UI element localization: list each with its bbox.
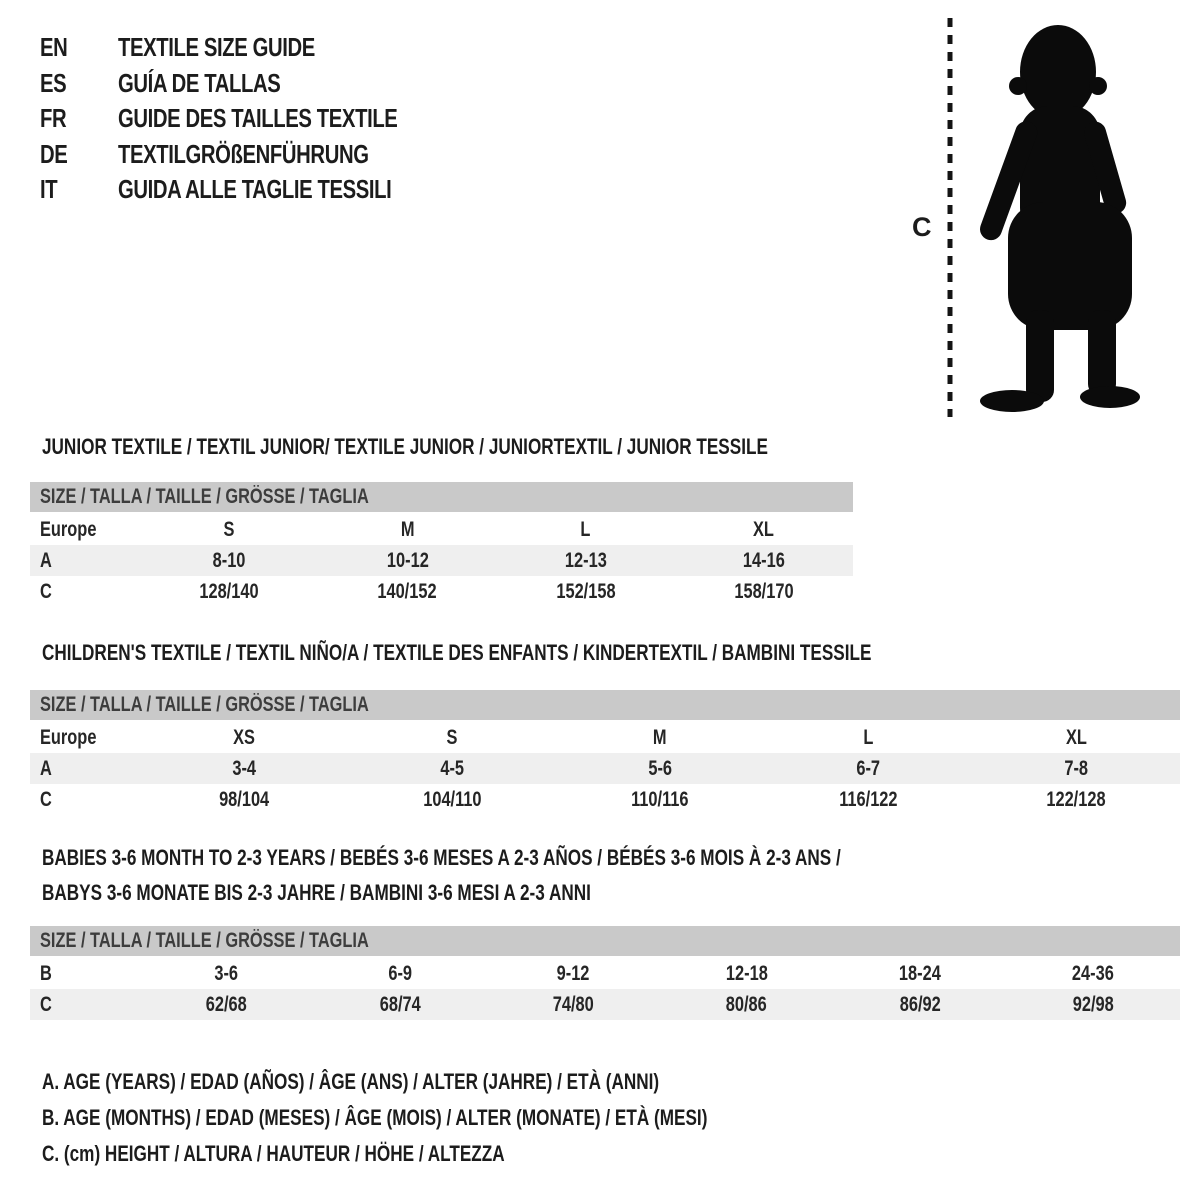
row-label-cell (30, 757, 140, 781)
cell-value: 116/122 (838, 787, 898, 811)
height-figure (900, 10, 1162, 430)
size-cell (140, 518, 318, 542)
height-cell (660, 993, 833, 1017)
cell-value: L (862, 725, 873, 749)
cell-value: 4-5 (440, 756, 464, 780)
language-row-fr (40, 101, 476, 137)
language-row-en (40, 30, 476, 66)
guide-title-es: GUÍA DE TALLAS (118, 67, 281, 98)
cell-value: 98/104 (218, 787, 270, 811)
height-measure-label: C (912, 212, 932, 242)
table-row-europe (30, 514, 853, 545)
table-row-months (30, 958, 1180, 989)
cell-value: 128/140 (199, 579, 259, 603)
months-cell (140, 962, 313, 986)
language-code: EN (40, 32, 68, 63)
table-row-height (30, 989, 1180, 1020)
language-title-list (40, 30, 476, 208)
cell-value: 12-13 (564, 548, 607, 572)
months-cell (487, 962, 660, 986)
legend-line-b: B. AGE (MONTHS) / EDAD (MESES) / ÂGE (MOIS) / ALTER (MONATE) / ETÀ (MESI) (42, 1105, 708, 1130)
row-label-cell (30, 788, 140, 812)
months-cell (833, 962, 1006, 986)
cell-value: 12-18 (725, 961, 768, 985)
height-cell (497, 580, 675, 604)
size-cell (764, 726, 972, 750)
guide-title-it: GUIDA ALLE TAGLIE TESSILI (118, 174, 392, 205)
cell-value: 122/128 (1046, 787, 1106, 811)
babies-title-line1: BABIES 3-6 MONTH TO 2-3 YEARS / BEBÉS 3-6 MESES A 2-3 AÑOS / BÉBÉS 3-6 MOIS À 2-3 ANS / (42, 845, 841, 870)
junior-size-table (30, 482, 853, 607)
language-code: IT (40, 174, 58, 205)
row-label-cell (30, 726, 140, 750)
cell-value: 62/68 (206, 992, 248, 1016)
height-cell (348, 788, 556, 812)
cell-value: 14-16 (742, 548, 785, 572)
cell-value: XS (233, 725, 255, 749)
cell-value: 3-6 (214, 961, 239, 985)
height-cell (487, 993, 660, 1017)
cell-value: 86/92 (899, 992, 941, 1016)
row-label: Europe (40, 725, 97, 749)
toddler-silhouette-icon (900, 10, 1162, 430)
height-cell (833, 993, 1006, 1017)
row-label: C (40, 787, 52, 811)
cell-value: S (223, 517, 235, 541)
cell-value: 24-36 (1072, 961, 1115, 985)
cell-value: 80/86 (726, 992, 768, 1016)
cell-value: 3-4 (232, 756, 256, 780)
guide-title-de: TEXTILGRÖßENFÜHRUNG (118, 138, 369, 169)
row-label-cell (30, 549, 140, 573)
cell-value: 92/98 (1072, 992, 1114, 1016)
cell-value: 68/74 (379, 992, 421, 1016)
language-code: FR (40, 103, 67, 134)
cell-value: 140/152 (377, 579, 437, 603)
cell-value: 152/158 (556, 579, 616, 603)
row-label: A (40, 756, 52, 780)
months-cell (1007, 962, 1180, 986)
row-label: C (40, 992, 52, 1016)
height-cell (764, 788, 972, 812)
size-header-bar (30, 690, 1180, 720)
age-cell (318, 549, 496, 573)
cell-value: 7-8 (1064, 756, 1088, 780)
cell-value: 6-9 (388, 961, 412, 985)
size-header-label: SIZE / TALLA / TAILLE / GRÖSSE / TAGLIA (40, 485, 369, 508)
height-cell (140, 580, 318, 604)
row-label: B (40, 961, 52, 985)
guide-title-en: TEXTILE SIZE GUIDE (118, 32, 315, 63)
row-label: Europe (40, 517, 97, 541)
legend (42, 1064, 895, 1172)
guide-title-fr: GUIDE DES TAILLES TEXTILE (118, 103, 398, 134)
table-row-europe (30, 722, 1180, 753)
size-cell (140, 726, 348, 750)
age-cell (556, 757, 764, 781)
children-size-table (30, 690, 1180, 815)
cell-value: S (446, 725, 458, 749)
toddler-silhouette (977, 25, 1140, 412)
table-row-height (30, 784, 1180, 815)
children-section-title: CHILDREN'S TEXTILE / TEXTIL NIÑO/A / TEXTILE DES ENFANTS / KINDERTEXTIL / BAMBINI TESSILE (42, 640, 872, 665)
legend-line-c: C. (cm) HEIGHT / ALTURA / HAUTEUR / HÖHE / ALTEZZA (42, 1141, 505, 1166)
cell-value: 74/80 (552, 992, 594, 1016)
size-header-bar (30, 482, 853, 512)
junior-section-title: JUNIOR TEXTILE / TEXTIL JUNIOR/ TEXTILE JUNIOR / JUNIORTEXTIL / JUNIOR TESSILE (42, 434, 768, 459)
size-header-bar (30, 926, 1180, 956)
cell-value: M (653, 725, 667, 749)
size-cell (497, 518, 675, 542)
cell-value: 9-12 (556, 961, 590, 985)
row-label-cell (30, 962, 140, 986)
age-cell (140, 549, 318, 573)
age-cell (675, 549, 853, 573)
size-cell (972, 726, 1180, 750)
row-label: A (40, 548, 52, 572)
height-cell (318, 580, 496, 604)
babies-size-table (30, 926, 1180, 1020)
table-row-age (30, 753, 1180, 784)
cell-value: 104/110 (422, 787, 482, 811)
table-row-height (30, 576, 853, 607)
age-cell (140, 757, 348, 781)
size-cell (318, 518, 496, 542)
language-row-es (40, 66, 476, 102)
size-header-label: SIZE / TALLA / TAILLE / GRÖSSE / TAGLIA (40, 929, 369, 952)
cell-value: L (580, 517, 591, 541)
age-cell (972, 757, 1180, 781)
cell-value: 18-24 (899, 961, 941, 985)
height-cell (313, 993, 486, 1017)
age-cell (497, 549, 675, 573)
row-label-cell (30, 993, 140, 1017)
cell-value: 8-10 (212, 548, 246, 572)
cell-value: 158/170 (734, 579, 794, 603)
legend-line-a: A. AGE (YEARS) / EDAD (AÑOS) / ÂGE (ANS) / ALTER (JAHRE) / ETÀ (ANNI) (42, 1069, 660, 1094)
age-cell (348, 757, 556, 781)
babies-section-title (42, 845, 1022, 915)
height-cell (1007, 993, 1180, 1017)
height-cell (972, 788, 1180, 812)
language-code: ES (40, 67, 67, 98)
cell-value: 5-6 (648, 756, 672, 780)
cell-value: 10-12 (386, 548, 429, 572)
table-row-age (30, 545, 853, 576)
row-label: C (40, 579, 52, 603)
months-cell (660, 962, 833, 986)
language-row-it (40, 172, 476, 208)
size-cell (348, 726, 556, 750)
size-cell (675, 518, 853, 542)
height-cell (556, 788, 764, 812)
babies-title-line2: BABYS 3-6 MONATE BIS 2-3 JAHRE / BAMBINI 3-6 MESI A 2-3 ANNI (42, 880, 591, 905)
row-label-cell (30, 580, 140, 604)
row-label-cell (30, 518, 140, 542)
cell-value: 110/116 (631, 787, 689, 811)
cell-value: XL (753, 517, 775, 541)
language-row-de (40, 137, 476, 173)
language-code: DE (40, 138, 68, 169)
cell-value: M (400, 517, 415, 541)
size-header-label: SIZE / TALLA / TAILLE / GRÖSSE / TAGLIA (40, 693, 369, 716)
age-cell (764, 757, 972, 781)
cell-value: 6-7 (856, 756, 880, 780)
height-cell (675, 580, 853, 604)
height-cell (140, 788, 348, 812)
months-cell (313, 962, 486, 986)
cell-value: XL (1065, 725, 1087, 749)
size-cell (556, 726, 764, 750)
height-cell (140, 993, 313, 1017)
